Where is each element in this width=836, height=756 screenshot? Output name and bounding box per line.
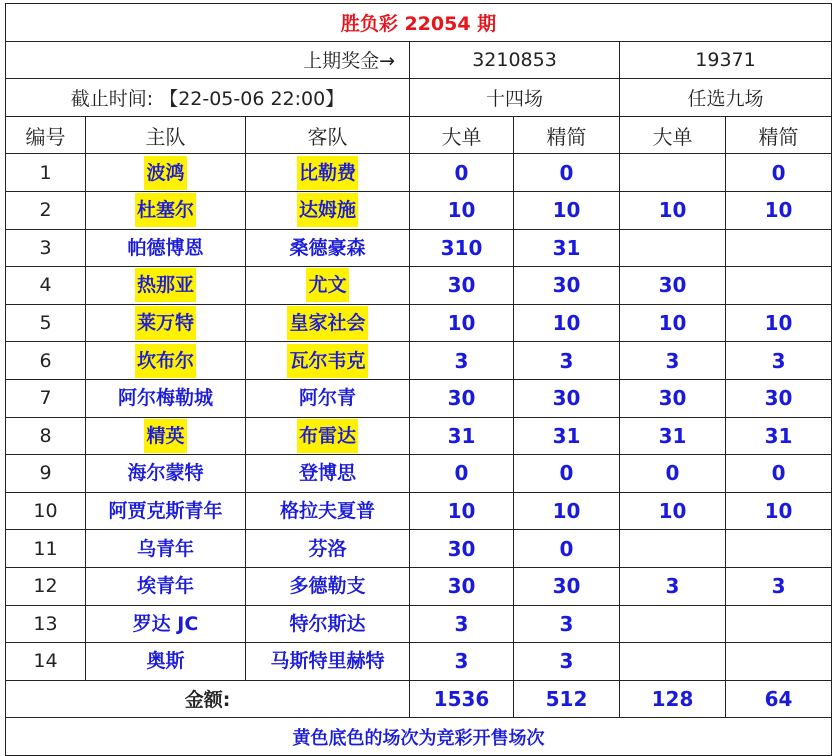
- home-team: [86, 605, 246, 643]
- fourteen-lite-value: 31: [514, 417, 620, 455]
- home-team: [86, 229, 246, 267]
- nine-lite-value: [726, 530, 832, 568]
- away-team-text: 阿尔青: [298, 387, 356, 410]
- fourteen-big-value: 31: [410, 417, 514, 455]
- col-header-no: 编号: [6, 116, 86, 154]
- nine-big-value: 3: [620, 342, 726, 380]
- home-team-text: 莱万特: [135, 306, 196, 340]
- home-team-text: 罗达 JC: [132, 612, 199, 635]
- table-row: [6, 567, 832, 605]
- away-team: [246, 154, 410, 192]
- fourteen-big-value: 10: [410, 304, 514, 342]
- footnote: 黄色底色的场次为竞彩开售场次: [6, 718, 832, 756]
- away-team-text: 桑德豪森: [289, 236, 366, 259]
- fourteen-lite-value: 10: [514, 191, 620, 229]
- fourteen-lite-value: 0: [514, 455, 620, 493]
- away-team-text: 皇家社会: [287, 306, 367, 340]
- table-row: [6, 643, 832, 681]
- home-team: [86, 191, 246, 229]
- match-number: 1: [6, 154, 86, 192]
- nine-lite-value: 10: [726, 304, 832, 342]
- fourteen-big-value: 30: [410, 567, 514, 605]
- nine-lite-value: 31: [726, 417, 832, 455]
- nine-big-value: 30: [620, 267, 726, 305]
- nine-big-value: 0: [620, 455, 726, 493]
- home-team: [86, 492, 246, 530]
- col-header-nine-lite: 精简: [726, 116, 832, 154]
- match-number: 8: [6, 417, 86, 455]
- fourteen-big-value: 30: [410, 530, 514, 568]
- fourteen-lite-value: 3: [514, 643, 620, 681]
- lottery-table-container: [5, 3, 831, 756]
- fourteen-lite-value: 10: [514, 304, 620, 342]
- home-team: [86, 455, 246, 493]
- lottery-table: [5, 3, 832, 756]
- match-number: 13: [6, 605, 86, 643]
- fourteen-big-value: 3: [410, 605, 514, 643]
- table-row: [6, 229, 832, 267]
- nine-lite-value: 3: [726, 342, 832, 380]
- fourteen-lite-value: 3: [514, 605, 620, 643]
- fourteen-big-value: 0: [410, 154, 514, 192]
- nine-big-value: 30: [620, 379, 726, 417]
- home-team-text: 帕德博恩: [127, 236, 204, 259]
- match-number: 11: [6, 530, 86, 568]
- away-team: [246, 379, 410, 417]
- home-team: [86, 530, 246, 568]
- away-team: [246, 605, 410, 643]
- col-header-fourteen-big: 大单: [410, 116, 514, 154]
- nine-big-value: 10: [620, 191, 726, 229]
- home-team-text: 奥斯: [146, 650, 185, 673]
- prize-row: [6, 41, 832, 79]
- home-team-text: 阿贾克斯青年: [108, 500, 223, 523]
- nine-lite-value: 0: [726, 455, 832, 493]
- nine-big-value: [620, 605, 726, 643]
- prize-fourteen: 3210853: [410, 41, 620, 79]
- home-team-text: 阿尔梅勒城: [117, 387, 213, 410]
- away-team: [246, 191, 410, 229]
- nine-big-value: [620, 229, 726, 267]
- match-number: 6: [6, 342, 86, 380]
- fourteen-lite-value: 0: [514, 154, 620, 192]
- nine-lite-value: 0: [726, 154, 832, 192]
- match-number: 2: [6, 191, 86, 229]
- home-team-text: 海尔蒙特: [127, 462, 204, 485]
- home-team: [86, 643, 246, 681]
- prize-nine: 19371: [620, 41, 832, 79]
- nine-big-value: [620, 643, 726, 681]
- away-team: [246, 530, 410, 568]
- nine-lite-value: [726, 267, 832, 305]
- nine-lite-value: 10: [726, 492, 832, 530]
- match-number: 5: [6, 304, 86, 342]
- nine-label: 任选九场: [620, 79, 832, 117]
- note-row: [6, 718, 832, 756]
- home-team: [86, 417, 246, 455]
- total-fourteen-big: 1536: [410, 680, 514, 718]
- home-team-text: 坎布尔: [135, 344, 196, 378]
- home-team: [86, 154, 246, 192]
- totals-row: [6, 680, 832, 718]
- match-number: 10: [6, 492, 86, 530]
- fourteen-lite-value: 31: [514, 229, 620, 267]
- nine-lite-value: 10: [726, 191, 832, 229]
- nine-big-value: 31: [620, 417, 726, 455]
- fourteen-big-value: 30: [410, 379, 514, 417]
- total-nine-big: 128: [620, 680, 726, 718]
- away-team: [246, 567, 410, 605]
- nine-lite-value: 3: [726, 567, 832, 605]
- prize-label: 上期奖金→: [6, 41, 410, 79]
- col-header-away: 客队: [246, 116, 410, 154]
- fourteen-big-value: 3: [410, 643, 514, 681]
- away-team: [246, 342, 410, 380]
- deadline-row: [6, 79, 832, 117]
- home-team: [86, 304, 246, 342]
- away-team: [246, 492, 410, 530]
- away-team-text: 芬洛: [308, 537, 347, 560]
- away-team-text: 格拉夫夏普: [279, 500, 375, 523]
- table-row: [6, 492, 832, 530]
- table-row: [6, 342, 832, 380]
- deadline-text: 截止时间: 【22-05-06 22:00】: [6, 79, 410, 117]
- col-header-nine-big: 大单: [620, 116, 726, 154]
- away-team-text: 比勒费: [297, 156, 358, 190]
- fourteen-big-value: 10: [410, 191, 514, 229]
- home-team-text: 精英: [144, 419, 186, 453]
- match-number: 9: [6, 455, 86, 493]
- fourteen-lite-value: 0: [514, 530, 620, 568]
- away-team-text: 布雷达: [297, 419, 358, 453]
- away-team: [246, 455, 410, 493]
- nine-big-value: [620, 530, 726, 568]
- title-row: [6, 4, 832, 42]
- nine-lite-value: [726, 643, 832, 681]
- table-row: [6, 605, 832, 643]
- match-number: 12: [6, 567, 86, 605]
- table-row: [6, 379, 832, 417]
- away-team: [246, 229, 410, 267]
- fourteen-lite-value: 10: [514, 492, 620, 530]
- home-team-text: 乌青年: [136, 537, 194, 560]
- table-row: [6, 191, 832, 229]
- home-team-text: 波鸿: [144, 156, 186, 190]
- column-header-row: [6, 116, 832, 154]
- fourteen-lite-value: 30: [514, 379, 620, 417]
- nine-big-value: 10: [620, 304, 726, 342]
- home-team: [86, 379, 246, 417]
- total-nine-lite: 64: [726, 680, 832, 718]
- nine-lite-value: 30: [726, 379, 832, 417]
- fourteen-big-value: 0: [410, 455, 514, 493]
- nine-lite-value: [726, 229, 832, 267]
- table-row: [6, 417, 832, 455]
- table-row: [6, 455, 832, 493]
- away-team-text: 特尔斯达: [289, 612, 366, 635]
- nine-big-value: 10: [620, 492, 726, 530]
- fourteen-lite-value: 30: [514, 267, 620, 305]
- table-row: [6, 267, 832, 305]
- fourteen-lite-value: 3: [514, 342, 620, 380]
- match-number: 7: [6, 379, 86, 417]
- away-team-text: 瓦尔韦克: [287, 344, 367, 378]
- col-header-home: 主队: [86, 116, 246, 154]
- match-number: 4: [6, 267, 86, 305]
- fourteen-big-value: 310: [410, 229, 514, 267]
- away-team: [246, 417, 410, 455]
- totals-label: 金额:: [6, 680, 410, 718]
- away-team-text: 多德勒支: [289, 575, 366, 598]
- fourteen-big-value: 10: [410, 492, 514, 530]
- home-team: [86, 342, 246, 380]
- away-team: [246, 304, 410, 342]
- home-team: [86, 567, 246, 605]
- match-number: 3: [6, 229, 86, 267]
- home-team-text: 埃青年: [136, 575, 194, 598]
- away-team-text: 登博思: [298, 462, 356, 485]
- home-team-text: 热那亚: [135, 268, 196, 302]
- table-row: [6, 304, 832, 342]
- fourteen-big-value: 30: [410, 267, 514, 305]
- page-title: 胜负彩 22054 期: [6, 4, 832, 42]
- match-number: 14: [6, 643, 86, 681]
- away-team: [246, 267, 410, 305]
- col-header-fourteen-lite: 精简: [514, 116, 620, 154]
- away-team: [246, 643, 410, 681]
- table-row: [6, 154, 832, 192]
- home-team: [86, 267, 246, 305]
- away-team-text: 马斯特里赫特: [270, 650, 385, 673]
- fourteen-big-value: 3: [410, 342, 514, 380]
- home-team-text: 杜塞尔: [135, 193, 196, 227]
- away-team-text: 达姆施: [297, 193, 358, 227]
- fourteen-lite-value: 30: [514, 567, 620, 605]
- table-row: [6, 530, 832, 568]
- nine-lite-value: [726, 605, 832, 643]
- fourteen-label: 十四场: [410, 79, 620, 117]
- away-team-text: 尤文: [306, 268, 348, 302]
- nine-big-value: 3: [620, 567, 726, 605]
- total-fourteen-lite: 512: [514, 680, 620, 718]
- nine-big-value: [620, 154, 726, 192]
